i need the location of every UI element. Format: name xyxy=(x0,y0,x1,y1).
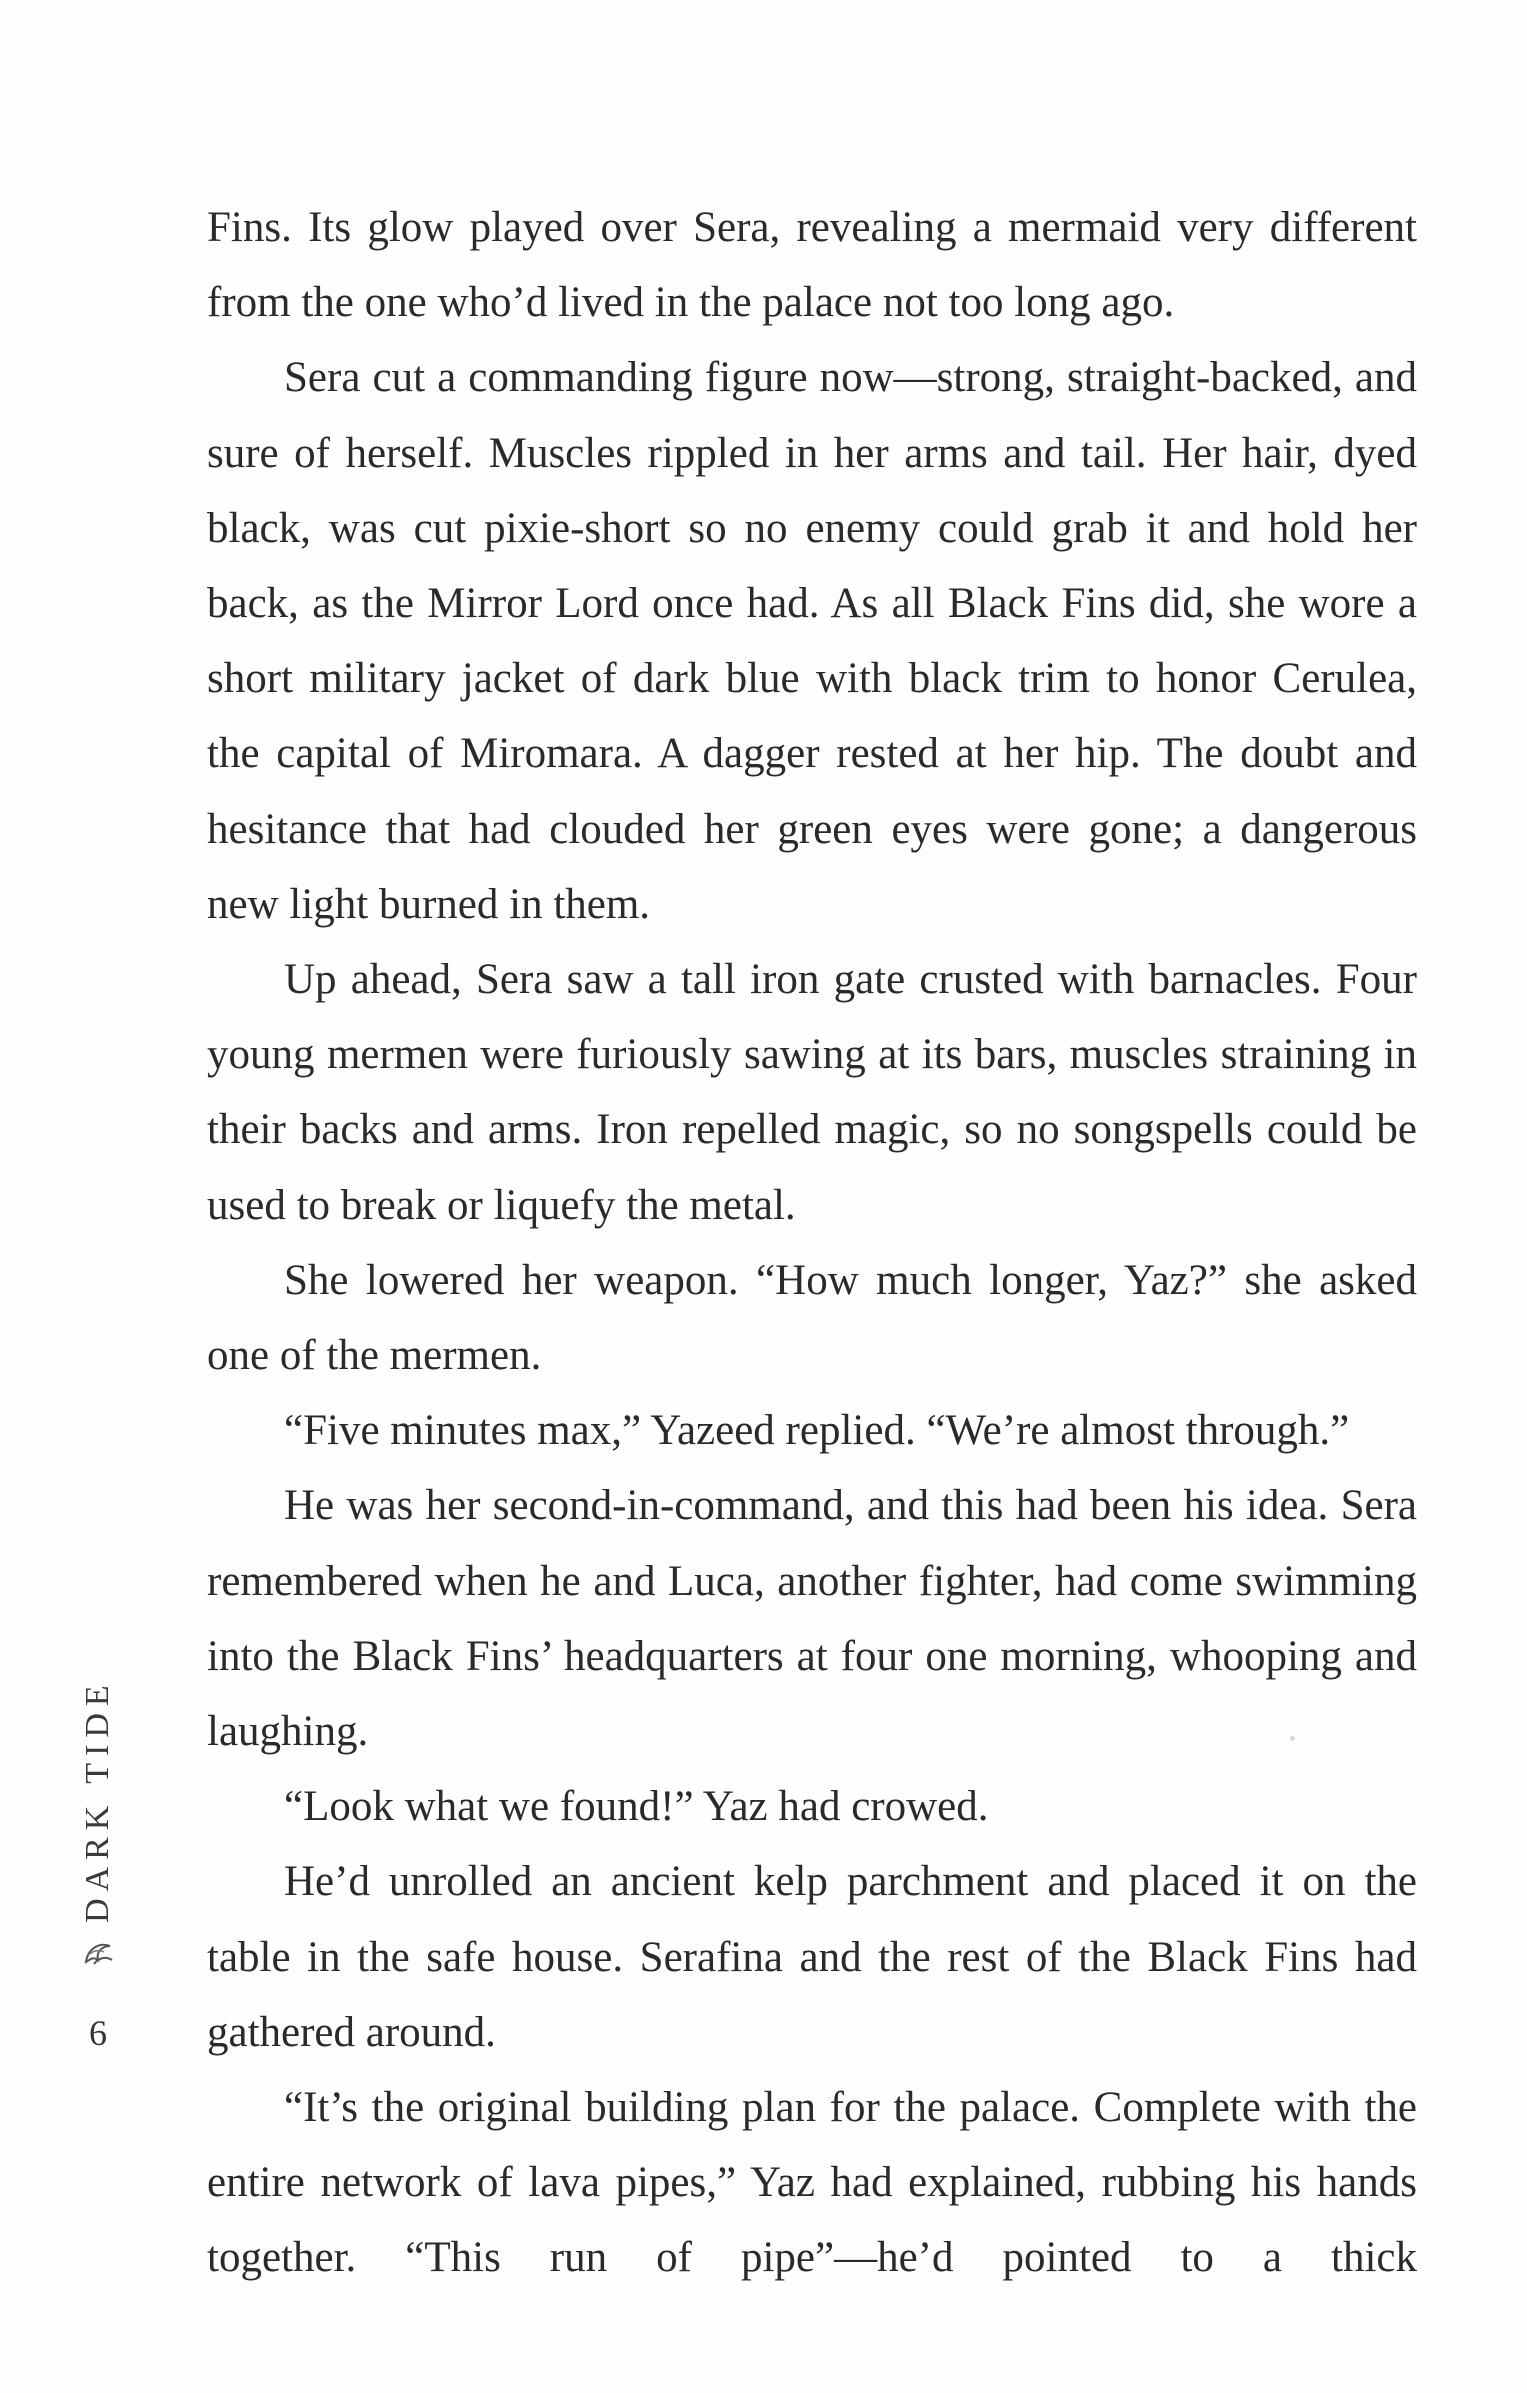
paragraph-2: Sera cut a commanding figure now—strong, straight-backed, and sure of herself. Muscles rippled in her arms and tail. Her hair, dyed black, was cut pixie-short so no enemy could grab it and hold her back, as the Mirror Lord once had. As all Black Fins did, she wore a short military jacket of dark blue with black trim to honor Cerulea, the capital of Miromara. A dagger rested at her hip. The doubt and hesitance that had clouded her green eyes were gone; a dangerous new light burned in them. xyxy=(207,354,1417,928)
paragraph-1: Fins. Its glow played over Sera, revealing a mermaid very different from the one who’d lived in the palace not too long ago. xyxy=(207,204,1417,327)
running-head xyxy=(68,1676,128,2006)
body-text xyxy=(207,190,1417,2296)
paragraph-5: “Five minutes max,” Yazeed replied. “We’re almost through.” xyxy=(284,1407,1350,1455)
scan-speck xyxy=(1290,1736,1295,1741)
paragraph-9: “It’s the original building plan for the palace. Complete with the entire network of lava pipes,” Yaz had explained, rubbing his hands together. “This run of pipe”—he’d pointed to a thick xyxy=(207,2084,1417,2282)
page-number: 6 xyxy=(89,2013,107,2053)
running-title: DARK TIDE xyxy=(79,1678,116,1924)
paragraph-8: He’d unrolled an ancient kelp parchment and placed it on the table in the safe house. Serafina and the rest of the Black Fins had gathered around. xyxy=(207,1858,1417,2056)
paragraph-4: She lowered her weapon. “How much longer, Yaz?” she asked one of the mermen. xyxy=(207,1256,1417,1380)
paragraph-3: Up ahead, Sera saw a tall iron gate crusted with barnacles. Four young mermen were furiously sawing at its bars, muscles straining in their backs and arms. Iron repelled magic, so no songspells could be used to break or liquefy the metal. xyxy=(207,956,1417,1229)
paragraph-7: “Look what we found!” Yaz had crowed. xyxy=(284,1783,989,1831)
paragraph-6: He was her second-in-command, and this had been his idea. Sera remembered when he and Luca, another fighter, had come swimming into the Black Fins’ headquarters at four one morning, whooping and laughing. xyxy=(207,1482,1417,1756)
wave-flourish-icon xyxy=(80,1934,116,1970)
